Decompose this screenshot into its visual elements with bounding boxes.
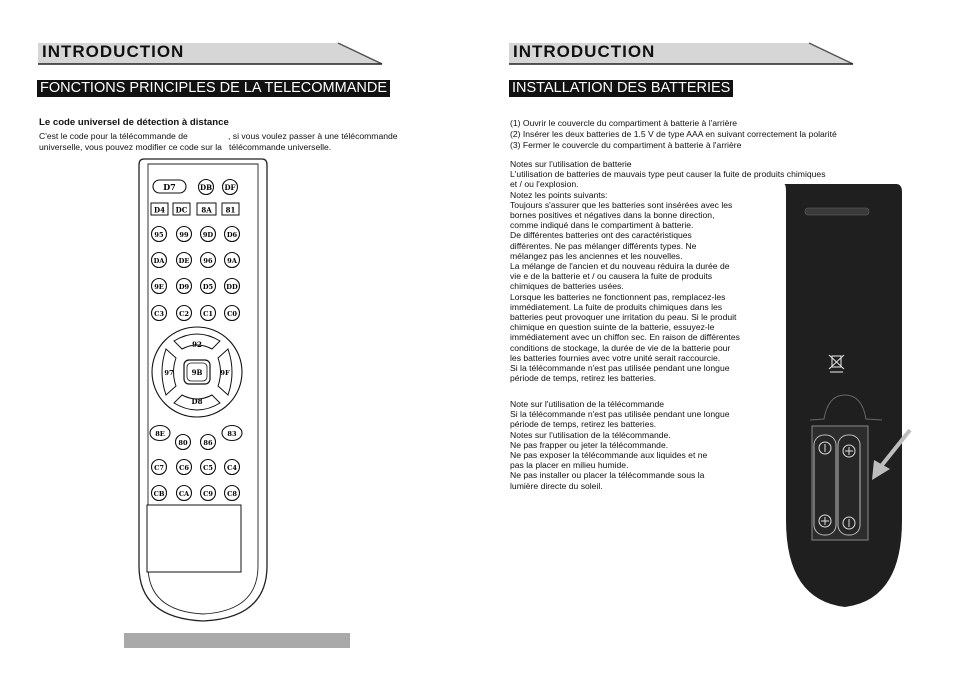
- code-label: C3: [154, 310, 164, 318]
- note-line: différentes. Ne pas mélanger différents types. Ne: [510, 240, 697, 251]
- code-label: C8: [227, 490, 237, 498]
- code-label: CB: [153, 490, 165, 498]
- button-8A: [197, 203, 216, 215]
- button-95: [152, 227, 167, 242]
- gray-footer-bar: [124, 633, 350, 648]
- code-label: DB: [200, 183, 212, 192]
- code-label: D4: [154, 205, 165, 215]
- note-line: Ne pas exposer la télécommande aux liquides et ne: [510, 450, 708, 461]
- step-3: (3) Fermer le couvercle du compartiment à batterie à l'arrière: [510, 140, 742, 150]
- code-label: 96: [203, 257, 213, 265]
- code-label: 99: [179, 231, 189, 239]
- button-D9: [177, 279, 192, 294]
- button-96: [201, 253, 216, 268]
- code-label: C2: [179, 310, 189, 318]
- note-line: Lorsque les batteries ne fonctionnent pas, remplacez-les: [510, 291, 726, 302]
- code-label: 81: [225, 205, 236, 215]
- code-label: D7: [163, 182, 176, 192]
- note-line: Notes sur l'utilisation de batterie: [510, 159, 632, 169]
- button-80: [176, 435, 191, 450]
- code-label: 9F: [220, 369, 230, 377]
- code-label: CA: [178, 490, 190, 498]
- note-line: mélangez pas les anciennes et les nouvelles.: [510, 250, 683, 261]
- button-C8: [225, 486, 240, 501]
- note-line: comme indiqué dans le compartiment à batterie.: [510, 220, 694, 231]
- note-line: conditions de stockage, la durée de vie de la batterie pour: [510, 342, 731, 353]
- button-C1: [201, 306, 216, 321]
- button-86: [201, 435, 216, 450]
- code-label: DA: [153, 257, 165, 265]
- note-line: immédiatement. La fuite de produits chimiques dans les: [510, 301, 723, 312]
- note-line: Toujours s'assurer que les batteries sont insérées avec les: [510, 199, 733, 210]
- button-DB: [199, 180, 214, 195]
- code-label: 92: [192, 340, 202, 349]
- left-header: [38, 42, 384, 66]
- note-line: Si la télécommande n'est pas utilisée pendant une longue: [510, 409, 730, 420]
- button-8E: [150, 426, 170, 441]
- code-label: 9E: [154, 283, 164, 291]
- note-line: pas la placer en milieu humide.: [510, 460, 629, 471]
- left-subheader: FONCTIONS PRINCIPLES DE LA TELECOMMANDE: [37, 80, 390, 97]
- section-title: Le code universel de détection à distance: [39, 117, 229, 128]
- para-line2a: universelle, vous pouvez modifier ce code sur la: [39, 142, 222, 152]
- page-title: INTRODUCTION: [42, 42, 185, 61]
- code-label: 9A: [227, 257, 237, 265]
- button-C2: [177, 306, 192, 321]
- note-line: période de temps, retirez les batteries.: [510, 419, 657, 430]
- code-label: C9: [203, 490, 213, 498]
- button-DC: [173, 203, 190, 215]
- note-line: immédiatement avec un chiffon sec. En raison de différentes: [510, 332, 740, 343]
- button-C9: [201, 486, 216, 501]
- note-line: lumière directe du soleil.: [510, 480, 603, 491]
- code-label: 9B: [191, 368, 203, 377]
- code-label: 86: [203, 439, 213, 447]
- button-C4: [225, 460, 240, 475]
- code-label: DD: [226, 283, 238, 291]
- note-line: Note sur l'utilisation de la télécommande: [510, 399, 665, 409]
- button-C3: [152, 306, 167, 321]
- note-line: bornes positives et négatives dans la bonne direction,: [510, 210, 715, 221]
- slot: [805, 208, 869, 215]
- button-83: [222, 426, 242, 441]
- note-line: Si la télécommande n'est pas utilisée pendant une longue: [510, 363, 730, 374]
- code-label: C4: [227, 464, 237, 472]
- step-2: (2) Insérer les deux batteries de 1.5 V de type AAA en suivant correctement la polarité: [510, 129, 837, 139]
- code-label: C7: [154, 464, 164, 472]
- code-label: D9: [178, 283, 190, 291]
- step-1: (1) Ouvrir le couvercle du compartiment à batterie à l'arrière: [510, 118, 738, 128]
- code-label: 8A: [201, 205, 212, 215]
- button-C5: [201, 460, 216, 475]
- note-line: La mélange de l'ancien et du nouveau réduira la durée de: [510, 261, 730, 272]
- notes-remote: [510, 399, 730, 491]
- para-line1b: , si vous voulez passer à une télécommande: [228, 131, 398, 141]
- button-9D: [201, 227, 216, 242]
- note-line: chimique en question suinte de la batterie, essuyez-le: [510, 322, 715, 333]
- note-line: les batteries fournies avec votre unité serait raccourcie.: [510, 352, 721, 363]
- code-label: 9D: [202, 231, 214, 239]
- note-line: et / ou l'explosion.: [510, 179, 579, 190]
- right-header: [509, 42, 855, 66]
- note-line: Ne pas frapper ou jeter la télécommande.: [510, 439, 669, 450]
- note-line: vie e de la batterie et / ou causera la fuite de produits: [510, 271, 713, 282]
- code-label: D5: [202, 283, 214, 291]
- note-line: Notes sur l'utilisation de la télécommande.: [510, 429, 671, 440]
- remote-front: [136, 156, 270, 624]
- note-line: période de temps, retirez les batteries.: [510, 373, 657, 384]
- note-line: chimiques de batteries usées.: [510, 281, 624, 292]
- code-label: DF: [224, 183, 236, 192]
- button-CB: [152, 486, 167, 501]
- para-line2b: télécommande universelle.: [229, 142, 332, 152]
- code-label: C1: [203, 310, 213, 318]
- code-label: 80: [178, 439, 188, 447]
- button-D7: [153, 180, 186, 193]
- note-line: L'utilisation de batteries de mauvais type peut causer la fuite de produits chimiques: [510, 169, 826, 180]
- button-9A: [225, 253, 240, 268]
- button-99: [177, 227, 192, 242]
- right-subheader: INSTALLATION DES BATTERIES: [509, 80, 733, 97]
- page-title: INTRODUCTION: [513, 42, 656, 61]
- button-C6: [177, 460, 192, 475]
- code-label: 95: [154, 231, 164, 239]
- code-label: D8: [191, 397, 203, 406]
- note-line: batteries peut provoquer une irritation du peau. Si le produit: [510, 312, 737, 323]
- button-DE: [177, 253, 192, 268]
- code-label: DE: [178, 257, 190, 265]
- button-CA: [177, 486, 192, 501]
- code-label: C0: [227, 310, 237, 318]
- note-line: Notez les points suivants:: [510, 189, 608, 200]
- code-label: 97: [164, 369, 174, 377]
- note-line: De différentes batteries ont des caractéristiques: [510, 230, 692, 241]
- button-DA: [152, 253, 167, 268]
- code-label: 83: [227, 430, 237, 438]
- button-C7: [152, 460, 167, 475]
- button-D4: [151, 203, 168, 215]
- code-label: 8E: [155, 430, 165, 438]
- nav-cluster: [152, 327, 242, 417]
- note-line: Ne pas installer ou placer la télécommande sous la: [510, 470, 705, 481]
- button-DF: [223, 180, 238, 195]
- code-label: C6: [179, 464, 189, 472]
- blank-panel: [147, 505, 241, 572]
- button-C0: [225, 306, 240, 321]
- button-DD: [225, 279, 240, 294]
- code-label: D6: [226, 231, 238, 239]
- para-line1a: C'est le code pour la télécommande de: [39, 131, 188, 141]
- code-label: C5: [203, 464, 213, 472]
- button-81: [222, 203, 239, 215]
- button-D6: [225, 227, 240, 242]
- remote-back-illustration: [770, 180, 920, 612]
- code-label: DC: [175, 205, 188, 215]
- button-9E: [152, 279, 167, 294]
- button-D5: [201, 279, 216, 294]
